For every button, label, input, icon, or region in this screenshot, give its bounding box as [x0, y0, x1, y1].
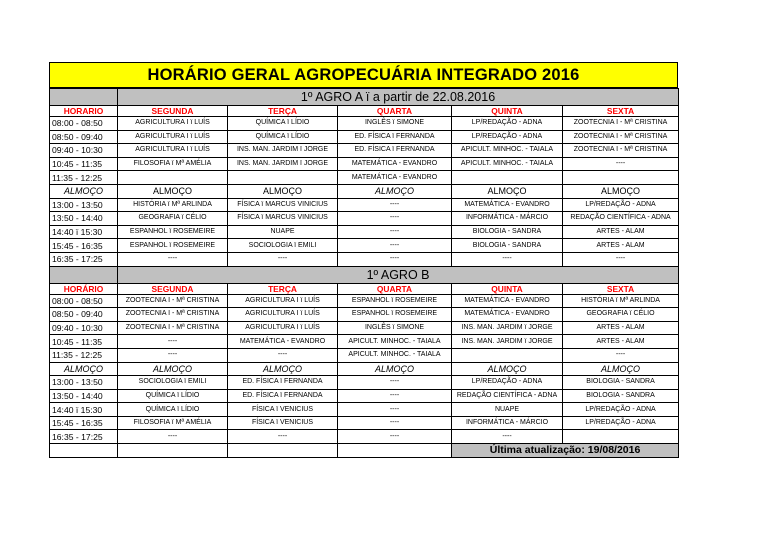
update-blank	[118, 444, 228, 458]
class-cell: APICULT. MINHOC. - TAIALA	[452, 157, 563, 171]
class-cell: BIOLOGIA - SANDRA	[452, 239, 563, 253]
last-update-row	[50, 444, 679, 458]
time-slot-row	[50, 389, 679, 403]
time-slot-row	[50, 225, 679, 239]
class-cell: ALMOÇO	[563, 362, 679, 376]
class-cell: ZOOTECNIA I - Mª CRISTINA	[563, 130, 679, 144]
column-header-time: HORARIO	[50, 106, 118, 117]
time-slot: 13:50 - 14:40	[50, 389, 118, 403]
class-cell	[563, 171, 679, 185]
class-cell: GEOGRAFIA ï CÉLIO	[118, 212, 228, 226]
class-cell	[228, 171, 338, 185]
class-cell: SOCIOLOGIA ï EMILI	[228, 239, 338, 253]
time-slot: 08:50 - 09:40	[50, 308, 118, 322]
class-cell: LP/REDAÇÃO - ADNA	[452, 376, 563, 390]
column-header-day: SEXTA	[563, 283, 679, 294]
time-slot-row	[50, 308, 679, 322]
class-cell	[452, 348, 563, 362]
class-cell: HISTÓRIA ï Mª ARLINDA	[563, 294, 679, 308]
class-cell: FILOSOFIA ï Mª AMÉLIA	[118, 416, 228, 430]
schedule-body	[50, 89, 679, 458]
class-cell: ----	[228, 430, 338, 444]
class-cell: ARTES - ALAM	[563, 335, 679, 349]
section-title: 1º AGRO A ï a partir de 22.08.2016	[118, 89, 679, 106]
class-cell: LP/REDAÇÃO - ADNA	[452, 130, 563, 144]
time-slot: ALMOÇO	[50, 184, 118, 198]
class-cell: ----	[338, 239, 452, 253]
class-cell: GEOGRAFIA ï CÉLIO	[563, 308, 679, 322]
time-slot: 14:40 ï 15:30	[50, 225, 118, 239]
class-cell: INGLÊS ï SIMONE	[338, 321, 452, 335]
class-cell: ----	[563, 252, 679, 266]
column-header-day: TERÇA	[228, 283, 338, 294]
class-cell: INGLÊS ï SIMONE	[338, 117, 452, 131]
class-cell: ----	[338, 198, 452, 212]
schedule-table	[49, 88, 679, 458]
update-blank	[228, 444, 338, 458]
class-cell: ----	[228, 252, 338, 266]
class-cell: SOCIOLOGIA ï EMILI	[118, 376, 228, 390]
class-cell: APICULT. MINHOC. - TAIALA	[338, 335, 452, 349]
class-cell: ESPANHOL ï ROSEMEIRE	[338, 308, 452, 322]
class-cell: ALMOÇO	[228, 362, 338, 376]
class-cell: INFORMÁTICA - MÁRCIO	[452, 416, 563, 430]
class-cell: MATEMÁTICA - EVANDRO	[228, 335, 338, 349]
class-cell: ARTES - ALAM	[563, 225, 679, 239]
class-cell: ----	[338, 389, 452, 403]
class-cell: FÍSICA ï MARCUS VINICIUS	[228, 212, 338, 226]
class-cell	[118, 171, 228, 185]
class-cell: BIOLOGIA - SANDRA	[452, 225, 563, 239]
time-slot-row	[50, 430, 679, 444]
class-cell: ED. FÍSICA ï FERNANDA	[228, 376, 338, 390]
class-cell: ZOOTECNIA I - Mª CRISTINA	[118, 308, 228, 322]
class-cell: ----	[118, 335, 228, 349]
column-header-row	[50, 106, 679, 117]
time-slot: 09:40 - 10:30	[50, 144, 118, 158]
class-cell: AGRICULTURA I ï LUÍS	[228, 321, 338, 335]
class-cell: ----	[338, 430, 452, 444]
class-cell: FILOSOFIA ï Mª AMÉLIA	[118, 157, 228, 171]
class-cell: ----	[452, 252, 563, 266]
class-cell: ALMOÇO	[563, 184, 679, 198]
class-cell: AGRICULTURA I ï LUÍS	[118, 117, 228, 131]
time-slot-row	[50, 403, 679, 417]
class-cell: ED. FÍSICA ï FERNANDA	[338, 144, 452, 158]
section-header	[50, 266, 679, 283]
time-slot: 09:40 - 10:30	[50, 321, 118, 335]
class-cell: REDAÇÃO CIENTÍFICA - ADNA	[563, 212, 679, 226]
class-cell: FÍSICA ï VENICIUS	[228, 416, 338, 430]
time-slot: 16:35 - 17:25	[50, 252, 118, 266]
class-cell: ALMOÇO	[118, 184, 228, 198]
section-header	[50, 89, 679, 106]
class-cell: AGRICULTURA I ï LUÍS	[118, 130, 228, 144]
time-slot: 08:00 - 08:50	[50, 294, 118, 308]
class-cell: ALMOÇO	[338, 184, 452, 198]
section-header-blank	[50, 89, 118, 106]
time-slot-row	[50, 144, 679, 158]
schedule-sheet	[49, 62, 678, 458]
column-header-day: QUINTA	[452, 106, 563, 117]
column-header-day: QUARTA	[338, 106, 452, 117]
class-cell: ZOOTECNIA I - Mª CRISTINA	[563, 144, 679, 158]
class-cell: ZOOTECNIA I - Mª CRISTINA	[563, 117, 679, 131]
class-cell: ALMOÇO	[118, 362, 228, 376]
time-slot-row	[50, 294, 679, 308]
lunch-row	[50, 184, 679, 198]
class-cell: NUAPE	[452, 403, 563, 417]
class-cell: QUÍMICA ï LÍDIO	[118, 403, 228, 417]
class-cell: ALMOÇO	[338, 362, 452, 376]
class-cell: ----	[228, 348, 338, 362]
class-cell: ARTES - ALAM	[563, 239, 679, 253]
time-slot: 13:00 - 13:50	[50, 198, 118, 212]
column-header-day: TERÇA	[228, 106, 338, 117]
class-cell: ED. FÍSICA ï FERNANDA	[228, 389, 338, 403]
time-slot-row	[50, 335, 679, 349]
class-cell: ESPANHOL ï ROSEMEIRE	[118, 239, 228, 253]
time-slot: 16:35 - 17:25	[50, 430, 118, 444]
class-cell: ----	[338, 252, 452, 266]
time-slot: 11:35 - 12:25	[50, 171, 118, 185]
class-cell: APICULT. MINHOC. - TAIALA	[452, 144, 563, 158]
class-cell: AGRICULTURA I ï LUÍS	[228, 294, 338, 308]
section-title: 1º AGRO B	[118, 266, 679, 283]
time-slot-row	[50, 117, 679, 131]
time-slot-row	[50, 239, 679, 253]
class-cell: ----	[118, 348, 228, 362]
time-slot-row	[50, 416, 679, 430]
time-slot-row	[50, 198, 679, 212]
class-cell: AGRICULTURA I ï LUÍS	[118, 144, 228, 158]
class-cell: LP/REDAÇÃO - ADNA	[563, 198, 679, 212]
class-cell: ----	[118, 252, 228, 266]
class-cell: ----	[338, 225, 452, 239]
column-header-day: SEGUNDA	[118, 283, 228, 294]
class-cell: MATEMÁTICA - EVANDRO	[452, 308, 563, 322]
time-slot: 15:45 - 16:35	[50, 239, 118, 253]
class-cell: ED. FÍSICA ï FERNANDA	[338, 130, 452, 144]
class-cell: FÍSICA ï VENICIUS	[228, 403, 338, 417]
class-cell: ESPANHOL ï ROSEMEIRE	[338, 294, 452, 308]
time-slot: 14:40 ï 15:30	[50, 403, 118, 417]
time-slot-row	[50, 348, 679, 362]
class-cell: LP/REDAÇÃO - ADNA	[563, 416, 679, 430]
class-cell: HISTÓRIA ï Mª ARLINDA	[118, 198, 228, 212]
class-cell: INS. MAN. JARDIM ï JORGE	[452, 321, 563, 335]
class-cell: MATEMÁTICA - EVANDRO	[452, 294, 563, 308]
class-cell: REDAÇÃO CIENTÍFICA - ADNA	[452, 389, 563, 403]
class-cell: NUAPE	[228, 225, 338, 239]
class-cell: MATEMÁTICA - EVANDRO	[452, 198, 563, 212]
time-slot-row	[50, 252, 679, 266]
class-cell: INS. MAN. JARDIM ï JORGE	[452, 335, 563, 349]
column-header-day: QUINTA	[452, 283, 563, 294]
time-slot: 13:50 - 14:40	[50, 212, 118, 226]
class-cell: ALMOÇO	[228, 184, 338, 198]
class-cell: LP/REDAÇÃO - ADNA	[452, 117, 563, 131]
lunch-row	[50, 362, 679, 376]
class-cell: QUÍMICA ï LÍDIO	[118, 389, 228, 403]
time-slot: 13:00 - 13:50	[50, 376, 118, 390]
time-slot: 10:45 - 11:35	[50, 157, 118, 171]
schedule-title: HORÁRIO GERAL AGROPECUÁRIA INTEGRADO 2016	[49, 62, 678, 88]
time-slot: 11:35 - 12:25	[50, 348, 118, 362]
class-cell: ZOOTECNIA I - Mª CRISTINA	[118, 294, 228, 308]
class-cell: BIOLOGIA - SANDRA	[563, 376, 679, 390]
class-cell: QUÍMICA ï LÍDIO	[228, 130, 338, 144]
class-cell: ----	[563, 348, 679, 362]
class-cell: ----	[563, 157, 679, 171]
last-update: Última atualização: 19/08/2016	[452, 444, 679, 458]
time-slot-row	[50, 212, 679, 226]
class-cell: MATEMÁTICA - EVANDRO	[338, 171, 452, 185]
class-cell: ----	[338, 416, 452, 430]
time-slot-row	[50, 321, 679, 335]
class-cell: INFORMÁTICA - MÁRCIO	[452, 212, 563, 226]
class-cell: LP/REDAÇÃO - ADNA	[563, 403, 679, 417]
class-cell: INS. MAN. JARDIM ï JORGE	[228, 157, 338, 171]
time-slot: 08:00 - 08:50	[50, 117, 118, 131]
time-slot-row	[50, 376, 679, 390]
time-slot: ALMOÇO	[50, 362, 118, 376]
class-cell: AGRICULTURA I ï LUÍS	[228, 308, 338, 322]
class-cell: ----	[338, 212, 452, 226]
class-cell: ----	[452, 430, 563, 444]
time-slot-row	[50, 171, 679, 185]
update-blank	[50, 444, 118, 458]
column-header-day: QUARTA	[338, 283, 452, 294]
update-blank	[338, 444, 452, 458]
time-slot: 10:45 - 11:35	[50, 335, 118, 349]
class-cell	[452, 171, 563, 185]
class-cell: ARTES - ALAM	[563, 321, 679, 335]
class-cell: ----	[338, 403, 452, 417]
column-header-day: SEGUNDA	[118, 106, 228, 117]
class-cell: ----	[338, 376, 452, 390]
class-cell: ALMOÇO	[452, 184, 563, 198]
class-cell: ----	[118, 430, 228, 444]
class-cell	[563, 430, 679, 444]
time-slot: 08:50 - 09:40	[50, 130, 118, 144]
time-slot-row	[50, 157, 679, 171]
column-header-time: HORÁRIO	[50, 283, 118, 294]
class-cell: ALMOÇO	[452, 362, 563, 376]
column-header-day: SEXTA	[563, 106, 679, 117]
column-header-row	[50, 283, 679, 294]
section-header-blank	[50, 266, 118, 283]
class-cell: MATEMÁTICA - EVANDRO	[338, 157, 452, 171]
time-slot: 15:45 - 16:35	[50, 416, 118, 430]
class-cell: INS. MAN. JARDIM ï JORGE	[228, 144, 338, 158]
class-cell: APICULT. MINHOC. - TAIALA	[338, 348, 452, 362]
time-slot-row	[50, 130, 679, 144]
class-cell: ESPANHOL ï ROSEMEIRE	[118, 225, 228, 239]
class-cell: QUÍMICA ï LÍDIO	[228, 117, 338, 131]
class-cell: BIOLOGIA - SANDRA	[563, 389, 679, 403]
class-cell: FÍSICA ï MARCUS VINICIUS	[228, 198, 338, 212]
class-cell: ZOOTECNIA I - Mª CRISTINA	[118, 321, 228, 335]
